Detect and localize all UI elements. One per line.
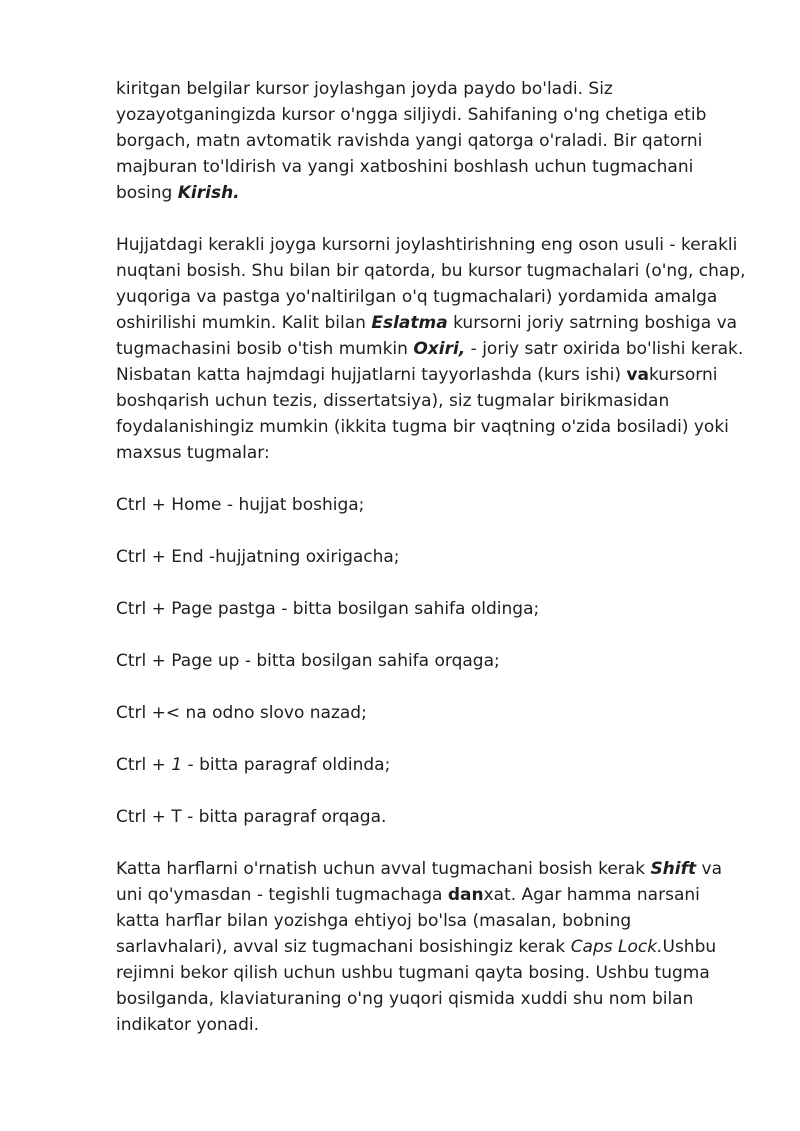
paragraph-text: Katta harflarni o'rnatish uchun avval tugmachani bosish kerak — [116, 859, 651, 879]
paragraph-text: - joriy satr oxirida bo'lishi kerak. Nisbatan katta hajmdagi hujjatlarni tayyorlashda (kurs ishi) — [116, 339, 744, 385]
paragraph-capital-letters — [116, 856, 746, 1038]
paragraph-text: kiritgan belgilar kursor joylashgan joyda paydo bo'ladi. Siz yozayotganingizda kursor o'ngga siljiydi. Sahifaning o'ng chetiga etib borgach, matn avtomatik ravishda yangi qatorga o'raladi. Bir qatorni majburan to'ldirish va yangi xatboshini boshlash uchun tugmachani bosing — [116, 79, 707, 203]
va-bold-term: va — [626, 365, 649, 385]
oxiri-key-term: Oxiri, — [413, 339, 466, 359]
shortcut-ctrl-left: Ctrl +< na odno slovo nazad; — [116, 703, 367, 723]
shortcut-ctrl-page-down: Ctrl + Page pastga - bitta bosilgan sahifa oldinga; — [116, 599, 540, 619]
paragraph-text: va uni qo'ymasdan - tegishli tugmachaga — [116, 859, 723, 905]
paragraph-text: kursorni joriy satrning boshiga va tugmachasini bosib o'tish mumkin — [116, 313, 738, 359]
dan-bold-term: dan — [447, 885, 484, 905]
paragraph-text: xat. Agar hamma narsani katta harflar bilan yozishga ehtiyoj bo'lsa (masalan, bobning sarlavhalari), avval siz tugmachani bosishingiz kerak — [116, 885, 700, 957]
paragraph-cursor-navigation — [116, 232, 746, 466]
paragraph-text: Ushbu rejimni bekor qilish uchun ushbu tugmani qayta bosing. Ushbu tugma bosilganda, klaviaturaning o'ng yuqori qismida xuddi shu nom bilan indikator yonadi. — [116, 937, 717, 1035]
paragraph-enter-key — [116, 76, 746, 206]
paragraph-text: Hujjatdagi kerakli joyga kursorni joylashtirishning eng oson usuli - kerakli nuqtani bosish. Shu bilan bir qatorda, bu kursor tugmachalari (o'ng, chap, yuqoriga va pastga yo'naltirilgan o'q tugmachalari) yordamida amalga oshirilishi mumkin. Kalit bilan — [116, 235, 746, 333]
shortcut-ctrl-page-up: Ctrl + Page up - bitta bosilgan sahifa orqaga; — [116, 651, 500, 671]
paragraph-text: kursorni boshqarish uchun tezis, dissertatsiya), siz tugmalar birikmasidan foydalanishingiz mumkin (ikkita tugma bir vaqtning o'zida bosiladi) yoki maxsus tugmalar: — [116, 365, 729, 463]
capslock-key-term: Caps Lock. — [570, 937, 663, 957]
shortcut-text: Ctrl + — [116, 755, 172, 775]
document-page — [116, 76, 746, 1038]
shortcut-text: - bitta paragraf oldinda; — [182, 755, 391, 775]
shortcut-ctrl-end: Ctrl + End -hujjatning oxirigacha; — [116, 547, 400, 567]
shortcut-key-1: 1 — [171, 755, 183, 775]
kirish-key-term: Kirish. — [177, 183, 240, 203]
shortcut-ctrl-home: Ctrl + Home - hujjat boshiga; — [116, 495, 365, 515]
eslatma-key-term: Eslatma — [371, 313, 448, 333]
shift-key-term: Shift — [650, 859, 697, 879]
shortcut-ctrl-t: Ctrl + T - bitta paragraf orqaga. — [116, 807, 387, 827]
shortcut-ctrl-1 — [116, 752, 746, 778]
